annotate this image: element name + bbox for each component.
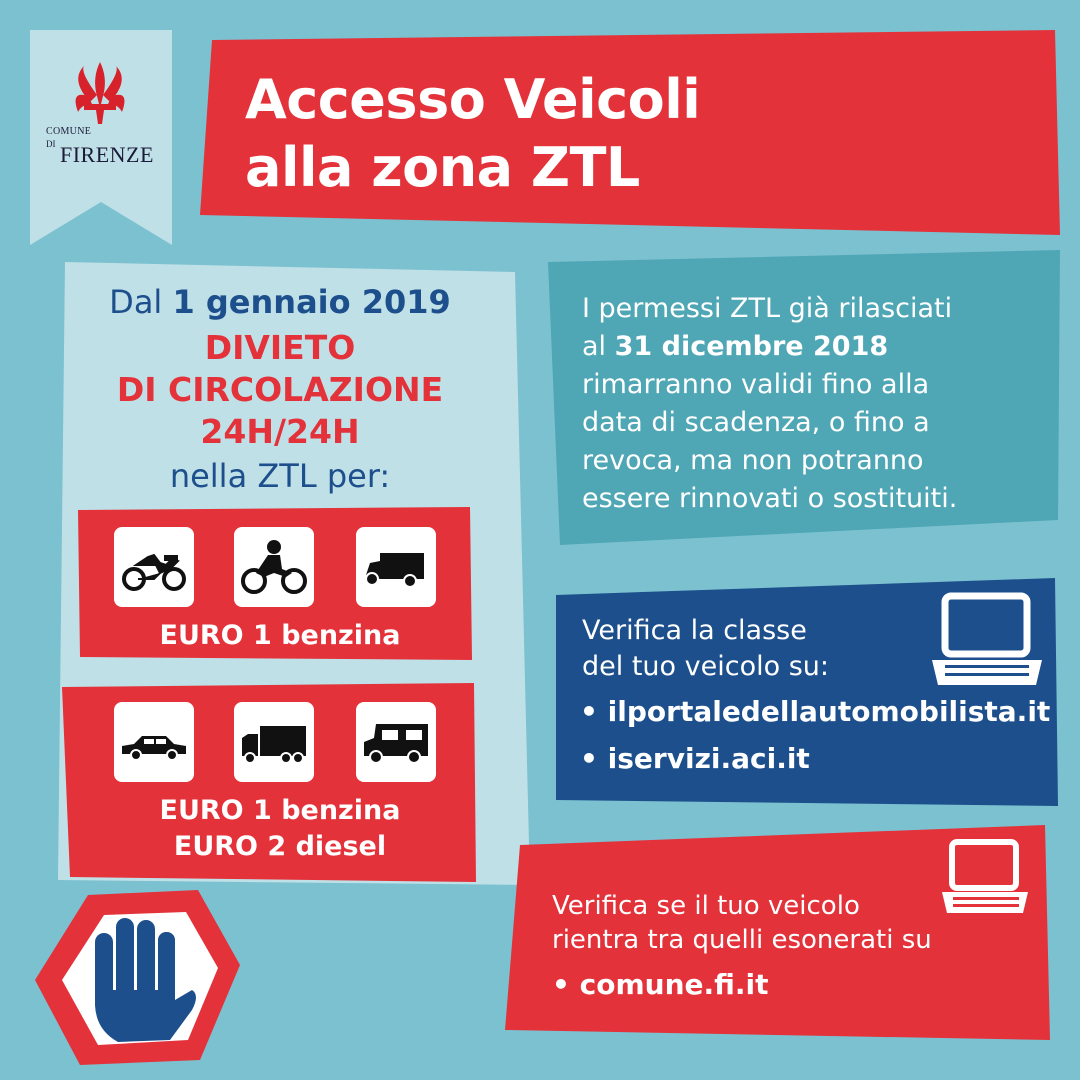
logo-ribbon xyxy=(30,30,172,245)
motorcycle-icon xyxy=(234,527,314,607)
title-line-2: alla zona ZTL xyxy=(245,136,640,199)
link-comune[interactable]: • comune.fi.it xyxy=(552,968,769,1001)
group-1-label: EURO 1 benzina xyxy=(159,620,401,651)
ban-scope: nella ZTL per: xyxy=(169,457,391,495)
verify-class-text: Verifica la classe del tuo veicolo su: xyxy=(582,615,829,682)
moped-icon xyxy=(114,527,194,607)
ban-date: Dal 1 gennaio 2019 xyxy=(109,283,451,321)
three-wheeler-van-icon xyxy=(356,527,436,607)
link-aci[interactable]: • iservizi.aci.it xyxy=(580,742,810,775)
truck-icon xyxy=(234,702,314,782)
logo-firenze: FIRENZE xyxy=(60,142,154,167)
logo-di: DI xyxy=(46,139,56,149)
camper-icon xyxy=(356,702,436,782)
group-2-label: EURO 1 benzina EURO 2 diesel xyxy=(159,795,401,862)
ban-headline: DIVIETO DI CIRCOLAZIONE 24H/24H xyxy=(116,328,444,451)
link-portale[interactable]: • ilportaledellautomobilista.it xyxy=(580,695,1051,728)
permits-text: I permessi ZTL già rilasciati al 31 dicembre 2018 rimarranno validi fino alla data di scadenza, o fino a revoca, ma non potranno essere rinnovati o sostituiti. xyxy=(582,293,958,514)
verify-exempt-text: Verifica se il tuo veicolo rientra tra quelli esonerati su xyxy=(552,891,932,955)
page-title xyxy=(245,66,700,202)
title-line-1: Accesso Veicoli xyxy=(245,68,701,131)
logo-comune: COMUNE xyxy=(46,126,92,137)
car-icon xyxy=(114,702,194,782)
